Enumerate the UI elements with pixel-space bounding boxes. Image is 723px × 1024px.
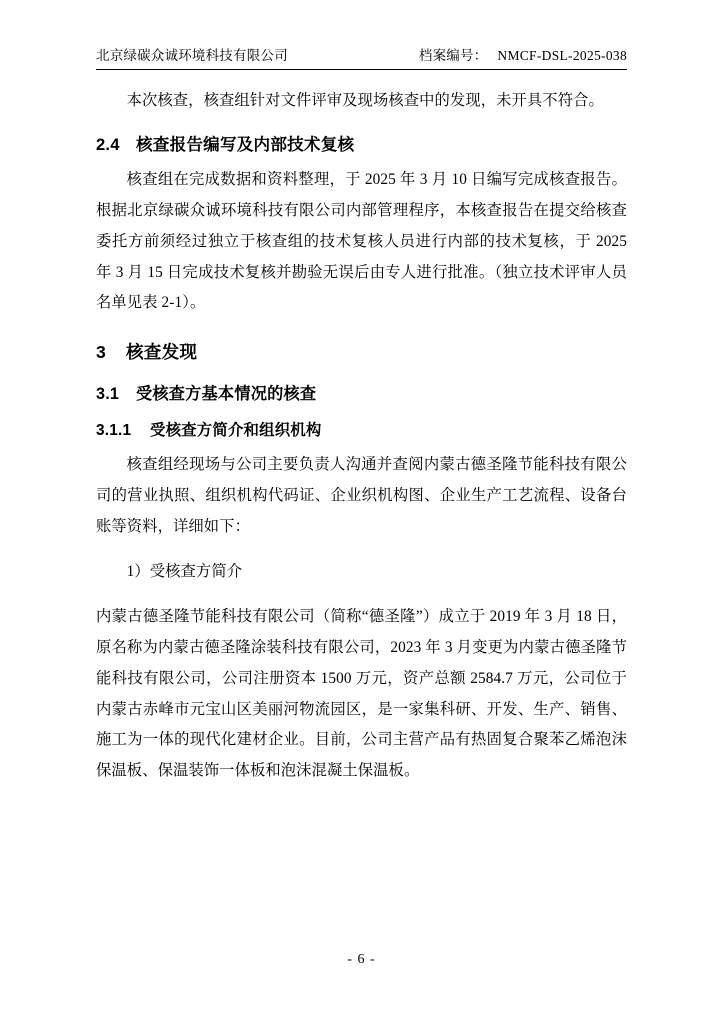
header-archive-number: NMCF-DSL-2025-038 (497, 48, 627, 63)
heading-2-4-title: 核查报告编写及内部技术复核 (136, 134, 355, 154)
list-item-1-block (96, 557, 627, 588)
list-item-1-paragraph-block (96, 602, 627, 787)
list-item-1-paragraph: 内蒙古德圣隆节能科技有限公司（简称“德圣隆”）成立于 2019 年 3 月 18 日，原名称为内蒙古德圣隆涂装科技有限公司，2023 年 3 月变更为内蒙古德圣隆节能科技有限公司，公司注册资本 1500 万元，资产总额 2584.7 万元，公司位于内蒙古赤峰市元宝山区美丽河物流园区，是一家集科研、开发、生产、销售、施工为一体的现代化建材企业。目前，公司主营产品有热固复合聚苯乙烯泡沫保温板、保温装饰一体板和泡沫混凝土保温板。 (96, 607, 627, 780)
header-divider (96, 69, 627, 70)
heading-2-4-number: 2.4 (96, 134, 120, 154)
heading-2-4 (96, 131, 627, 155)
list-item-1-label: 1）受核查方简介 (126, 563, 243, 581)
page-number: - 6 - (347, 952, 376, 967)
page-content (96, 44, 627, 791)
header-company-name: 北京绿碳众诚环境科技有限公司 (96, 48, 288, 63)
page-footer (0, 952, 723, 968)
paragraph-3-1-1-block (96, 450, 627, 543)
heading-3 (96, 339, 627, 364)
header-archive (419, 44, 627, 64)
paragraph-intro-block (96, 86, 627, 117)
heading-3-1-1 (96, 418, 627, 440)
header-archive-label: 档案编号： (418, 48, 488, 63)
heading-3-1-number: 3.1 (96, 385, 120, 404)
heading-3-1-title: 受核查方基本情况的核查 (136, 385, 317, 404)
paragraph-3-1-1: 核查组经现场与公司主要负责人沟通并查阅内蒙古德圣隆节能科技有限公司的营业执照、组织机构代码证、企业织机构图、企业生产工艺流程、设备台账等资料，详细如下： (96, 456, 627, 536)
heading-3-title: 核查发现 (126, 342, 198, 363)
spacer-2 (96, 592, 627, 602)
heading-3-1 (96, 380, 627, 404)
paragraph-2-4-block (96, 165, 627, 319)
heading-3-1-1-number: 3.1.1 (96, 422, 132, 440)
paragraph-2-4: 核查组在完成数据和资料整理，于 2025 年 3 月 10 日编写完成核查报告。根据北京绿碳众诚环境科技有限公司内部管理程序，本核查报告在提交给核查委托方前须经过独立于核查组的技术复核人员进行内部的技术复核，于 2025 年 3 月 15 日完成技术复核并勘验无误后由专人进行批准。（独立技术评审人员名单见表 2-1）。 (96, 170, 627, 312)
paragraph-intro: 本次核查，核查组针对文件评审及现场核查中的发现，未开具不符合。 (126, 92, 604, 109)
running-header (96, 44, 627, 69)
heading-3-number: 3 (96, 342, 106, 363)
spacer (96, 547, 627, 557)
heading-3-1-1-title: 受核查方简介和组织机构 (150, 422, 322, 440)
